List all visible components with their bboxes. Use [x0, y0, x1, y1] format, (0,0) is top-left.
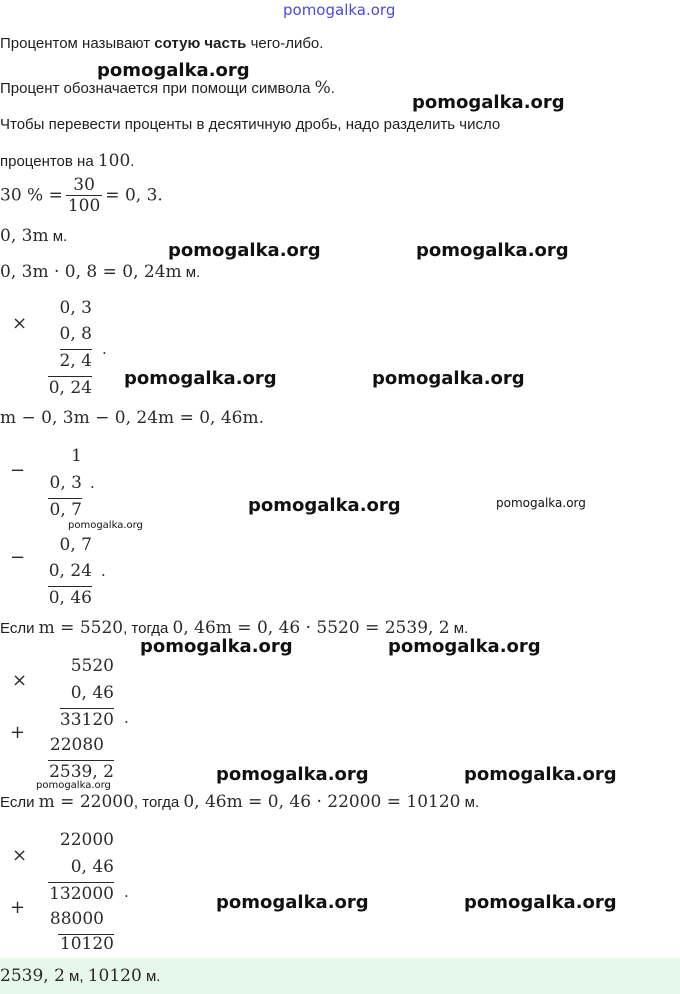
column-line	[48, 760, 114, 761]
numerator: 30	[66, 175, 102, 196]
formula-part: = 0, 3.	[105, 185, 163, 206]
column-row: 0, 3	[59, 298, 92, 318]
column-line	[60, 349, 92, 350]
paragraph-rule: Чтобы перевести проценты в десятичную дробь, надо разделить число	[0, 116, 501, 133]
math-expr: 10120	[87, 966, 142, 986]
column-row: 0, 24	[48, 561, 92, 581]
column-line	[48, 586, 92, 587]
column-row: 2539, 2	[49, 762, 114, 782]
minus-sign: −	[10, 547, 26, 568]
watermark: pomogalka.org	[372, 368, 525, 389]
text: Если	[0, 794, 39, 811]
math-number: 100	[97, 151, 131, 171]
paragraph-definition	[0, 35, 323, 52]
watermark: pomogalka.org	[216, 892, 369, 913]
watermark: pomogalka.org	[464, 764, 617, 785]
formula-remaining: m − 0, 3m − 0, 24m = 0, 46m.	[0, 408, 264, 428]
column-row: 0, 7	[59, 535, 92, 555]
multiply-sign: ×	[12, 313, 28, 334]
text: Процентом называют	[0, 35, 155, 52]
column-row: 5520	[70, 656, 114, 676]
multiply-sign: ×	[12, 845, 28, 866]
math-expr: 0, 3m · 0, 8 = 0, 24m	[0, 262, 182, 282]
answer-text	[0, 966, 160, 986]
denominator: 100	[67, 196, 101, 216]
unit: м,	[64, 968, 88, 985]
watermark: pomogalka.org	[97, 60, 250, 81]
column-dot: .	[124, 709, 129, 727]
multiply-sign: ×	[12, 670, 28, 691]
formula-day1	[0, 226, 67, 246]
answer-box	[0, 958, 680, 994]
paragraph-rule-cont	[0, 151, 134, 171]
math-expr: 0, 46m = 0, 46 · 5520 = 2539, 2	[172, 618, 450, 638]
column-row: 0, 46	[70, 683, 114, 703]
watermark: pomogalka.org	[388, 636, 541, 657]
column-row: 0, 46	[48, 588, 92, 608]
text: , тогда	[123, 620, 173, 637]
watermark: pomogalka.org	[496, 496, 586, 510]
column-row: 0, 8	[59, 324, 92, 344]
column-dot: .	[124, 883, 129, 901]
watermark: pomogalka.org	[124, 368, 277, 389]
formula-day2	[0, 262, 200, 282]
column-row: 22000	[59, 830, 114, 850]
column-line	[48, 882, 114, 883]
unit: м.	[141, 968, 161, 985]
formula-percent-to-decimal	[0, 175, 163, 216]
column-line	[60, 708, 114, 709]
unit: м.	[460, 794, 480, 811]
watermark: pomogalka.org	[140, 636, 293, 657]
column-row: 0, 7	[49, 500, 82, 520]
column-dot: .	[90, 474, 95, 492]
text: процентов на	[0, 153, 98, 170]
watermark: pomogalka.org	[216, 764, 369, 785]
column-row: 10120	[59, 934, 114, 954]
column-dot: .	[101, 562, 106, 580]
text: .	[330, 80, 335, 97]
formula-case-2	[0, 792, 479, 812]
math-expr: 0, 46m = 0, 46 · 22000 = 10120	[183, 792, 461, 812]
plus-sign: +	[10, 897, 26, 918]
text: .	[130, 153, 135, 170]
watermark: pomogalka.org	[36, 780, 111, 791]
math-expr: m = 5520	[38, 618, 124, 638]
formula-part: 30 % =	[0, 185, 63, 206]
watermark: pomogalka.org	[248, 495, 401, 516]
watermark: pomogalka.org	[464, 892, 617, 913]
paragraph-symbol	[0, 78, 335, 98]
column-row: 22080	[49, 735, 104, 755]
column-line	[48, 376, 92, 377]
minus-sign: −	[10, 460, 26, 481]
column-row: 2, 4	[59, 351, 92, 371]
percent-symbol: %	[314, 78, 331, 98]
column-row: 0, 3	[49, 473, 82, 493]
column-row: 0, 24	[48, 378, 92, 398]
bold-text: сотую часть	[154, 35, 247, 52]
text: чего-либо.	[246, 35, 324, 52]
unit: м.	[181, 264, 201, 281]
column-row: 1	[71, 446, 82, 466]
math-expr: 0, 3m	[0, 226, 49, 246]
unit: м.	[449, 620, 469, 637]
column-dot: .	[102, 340, 107, 358]
column-row: 88000	[49, 909, 104, 929]
unit: м.	[48, 228, 68, 245]
fraction	[66, 175, 102, 216]
plus-sign: +	[10, 722, 26, 743]
watermark: pomogalka.org	[412, 92, 565, 113]
column-line	[48, 498, 82, 499]
text: Если	[0, 620, 39, 637]
math-expr: 2539, 2	[0, 966, 65, 986]
column-row: 132000	[49, 884, 114, 904]
column-row: 33120	[59, 710, 114, 730]
top-watermark: pomogalka.org	[283, 1, 396, 19]
text: Процент обозначается при помощи символа	[0, 80, 315, 97]
math-expr: m = 22000	[38, 792, 134, 812]
formula-case-1	[0, 618, 468, 638]
text: , тогда	[133, 794, 184, 811]
column-row: 0, 46	[70, 857, 114, 877]
watermark: pomogalka.org	[416, 240, 569, 261]
watermark: pomogalka.org	[168, 240, 321, 261]
watermark: pomogalka.org	[68, 520, 143, 531]
